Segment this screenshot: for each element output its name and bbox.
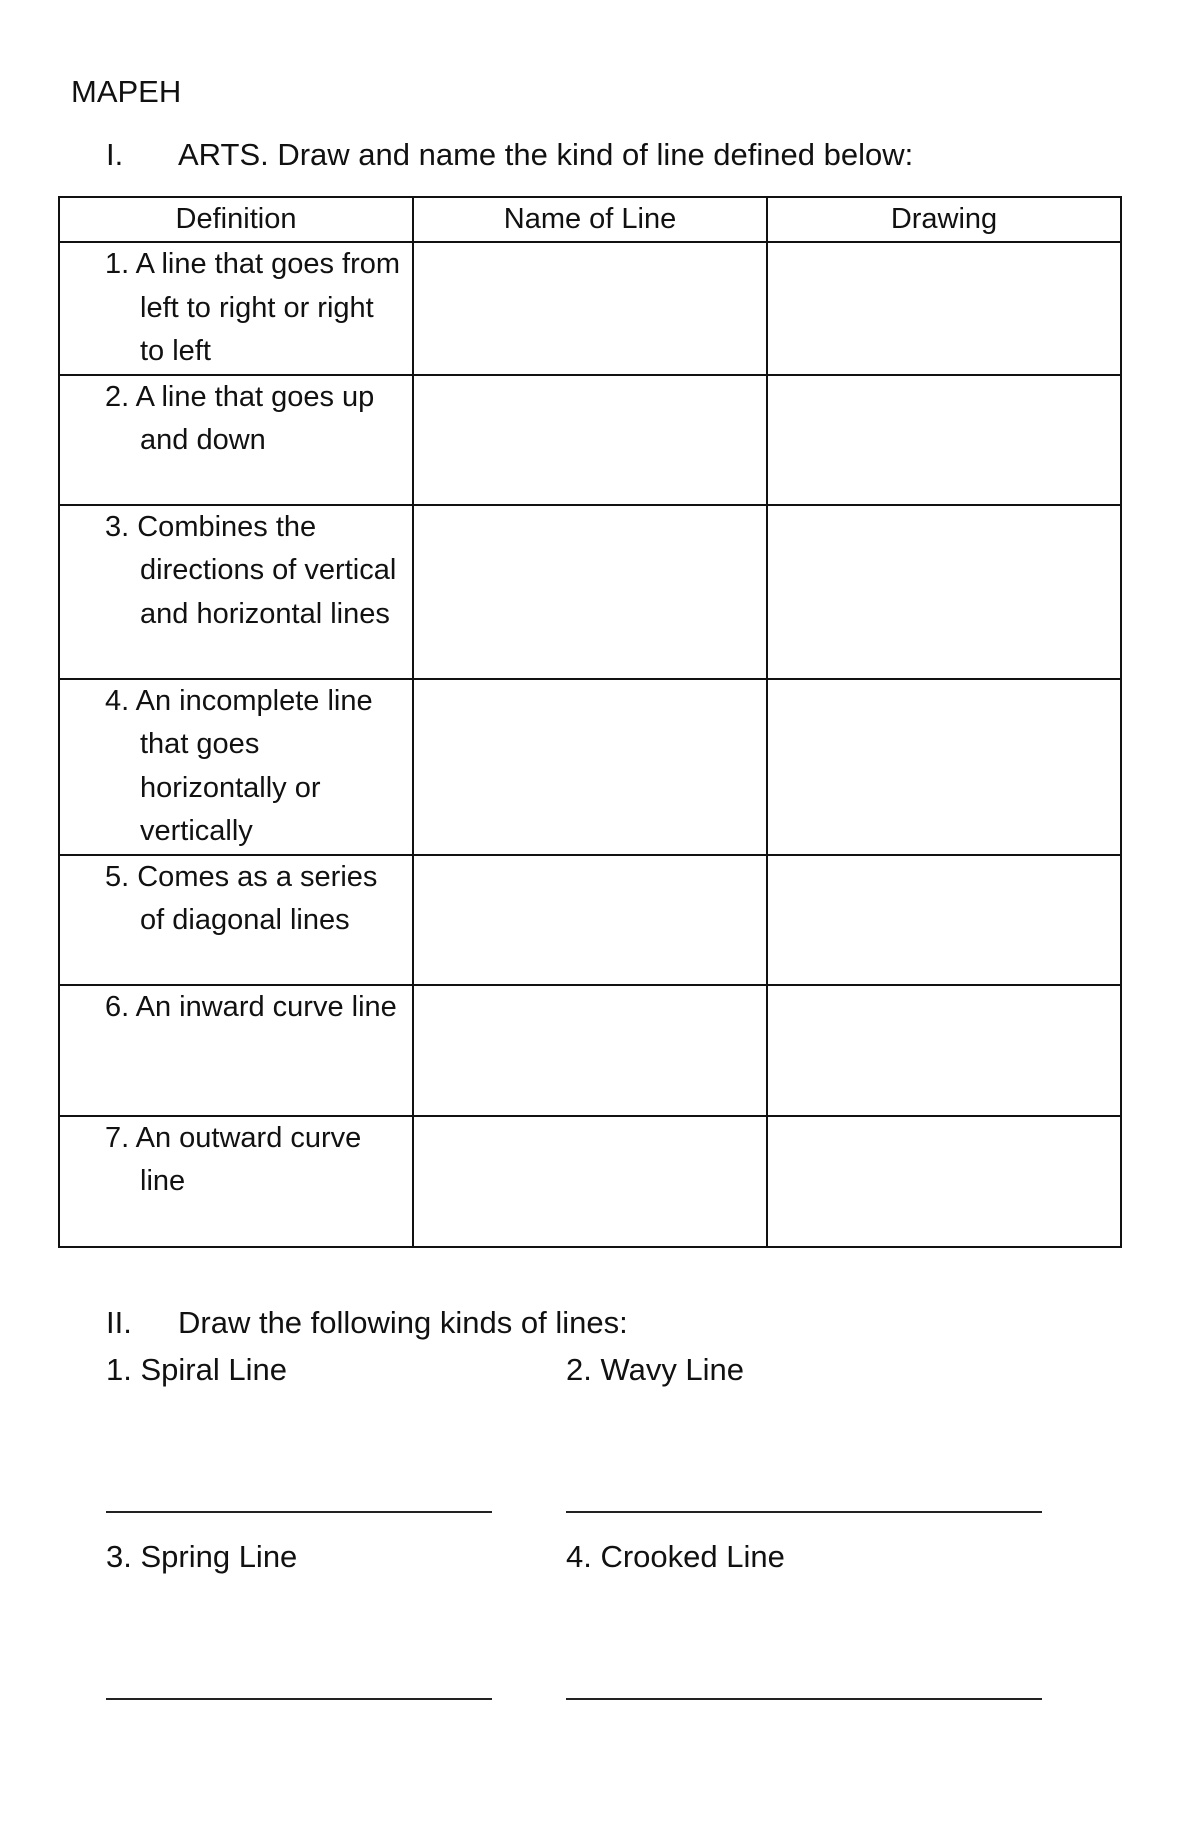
crooked-line-label: 4. Crooked Line <box>566 1539 785 1574</box>
definition-cell <box>59 375 413 505</box>
spring-line-label: 3. Spring Line <box>106 1539 298 1574</box>
name-of-line-cell[interactable] <box>413 985 767 1116</box>
page-title: MAPEH <box>71 74 182 109</box>
table-row <box>59 375 1121 505</box>
definition-cell <box>59 855 413 985</box>
definition-text: 2. A line that goes up and down <box>105 380 375 456</box>
drawing-cell[interactable] <box>767 505 1121 679</box>
section-2-numeral: II. <box>106 1305 132 1340</box>
drawing-cell[interactable] <box>767 985 1121 1116</box>
crooked-line-answer-blank[interactable] <box>566 1698 1042 1700</box>
definition-text: 5. Comes as a series of diagonal lines <box>105 860 378 936</box>
section-1-instruction: ARTS. Draw and name the kind of line defined below: <box>178 137 914 172</box>
spiral-line-label: 1. Spiral Line <box>106 1352 287 1387</box>
definition-cell <box>59 505 413 679</box>
table-row <box>59 679 1121 855</box>
section-1-heading <box>106 135 913 175</box>
drawing-cell[interactable] <box>767 679 1121 855</box>
drawing-cell[interactable] <box>767 242 1121 375</box>
wavy-line-answer-blank[interactable] <box>566 1511 1042 1513</box>
section-1-numeral: I. <box>106 137 124 172</box>
name-of-line-cell[interactable] <box>413 679 767 855</box>
header-name-of-line: Name of Line <box>413 197 767 242</box>
table-row <box>59 505 1121 679</box>
header-drawing: Drawing <box>767 197 1121 242</box>
section-2-instruction: Draw the following kinds of lines: <box>178 1305 628 1340</box>
definition-cell <box>59 679 413 855</box>
name-of-line-cell[interactable] <box>413 1116 767 1247</box>
wavy-line-label: 2. Wavy Line <box>566 1352 745 1387</box>
name-of-line-cell[interactable] <box>413 242 767 375</box>
section-2-heading <box>106 1303 628 1343</box>
definition-text: 6. An inward curve line <box>105 990 397 1023</box>
definition-cell <box>59 242 413 375</box>
table-header-row <box>59 197 1121 242</box>
table-row <box>59 1116 1121 1247</box>
spring-line-answer-blank[interactable] <box>106 1698 492 1700</box>
line-definitions-table <box>58 196 1122 1248</box>
name-of-line-cell[interactable] <box>413 855 767 985</box>
definition-cell <box>59 1116 413 1247</box>
spiral-line-answer-blank[interactable] <box>106 1511 492 1513</box>
header-definition: Definition <box>59 197 413 242</box>
name-of-line-cell[interactable] <box>413 375 767 505</box>
table-row <box>59 855 1121 985</box>
name-of-line-cell[interactable] <box>413 505 767 679</box>
definition-text: 3. Combines the directions of vertical and horizontal lines <box>105 510 397 630</box>
table-row <box>59 985 1121 1116</box>
definition-text: 7. An outward curve line <box>105 1121 362 1197</box>
definition-text: 1. A line that goes from left to right or right to left <box>105 248 401 367</box>
definition-cell <box>59 985 413 1116</box>
table-row <box>59 242 1121 375</box>
drawing-cell[interactable] <box>767 1116 1121 1247</box>
drawing-cell[interactable] <box>767 375 1121 505</box>
definition-text: 4. An incomplete line that goes horizontally or vertically <box>105 684 373 847</box>
drawing-cell[interactable] <box>767 855 1121 985</box>
